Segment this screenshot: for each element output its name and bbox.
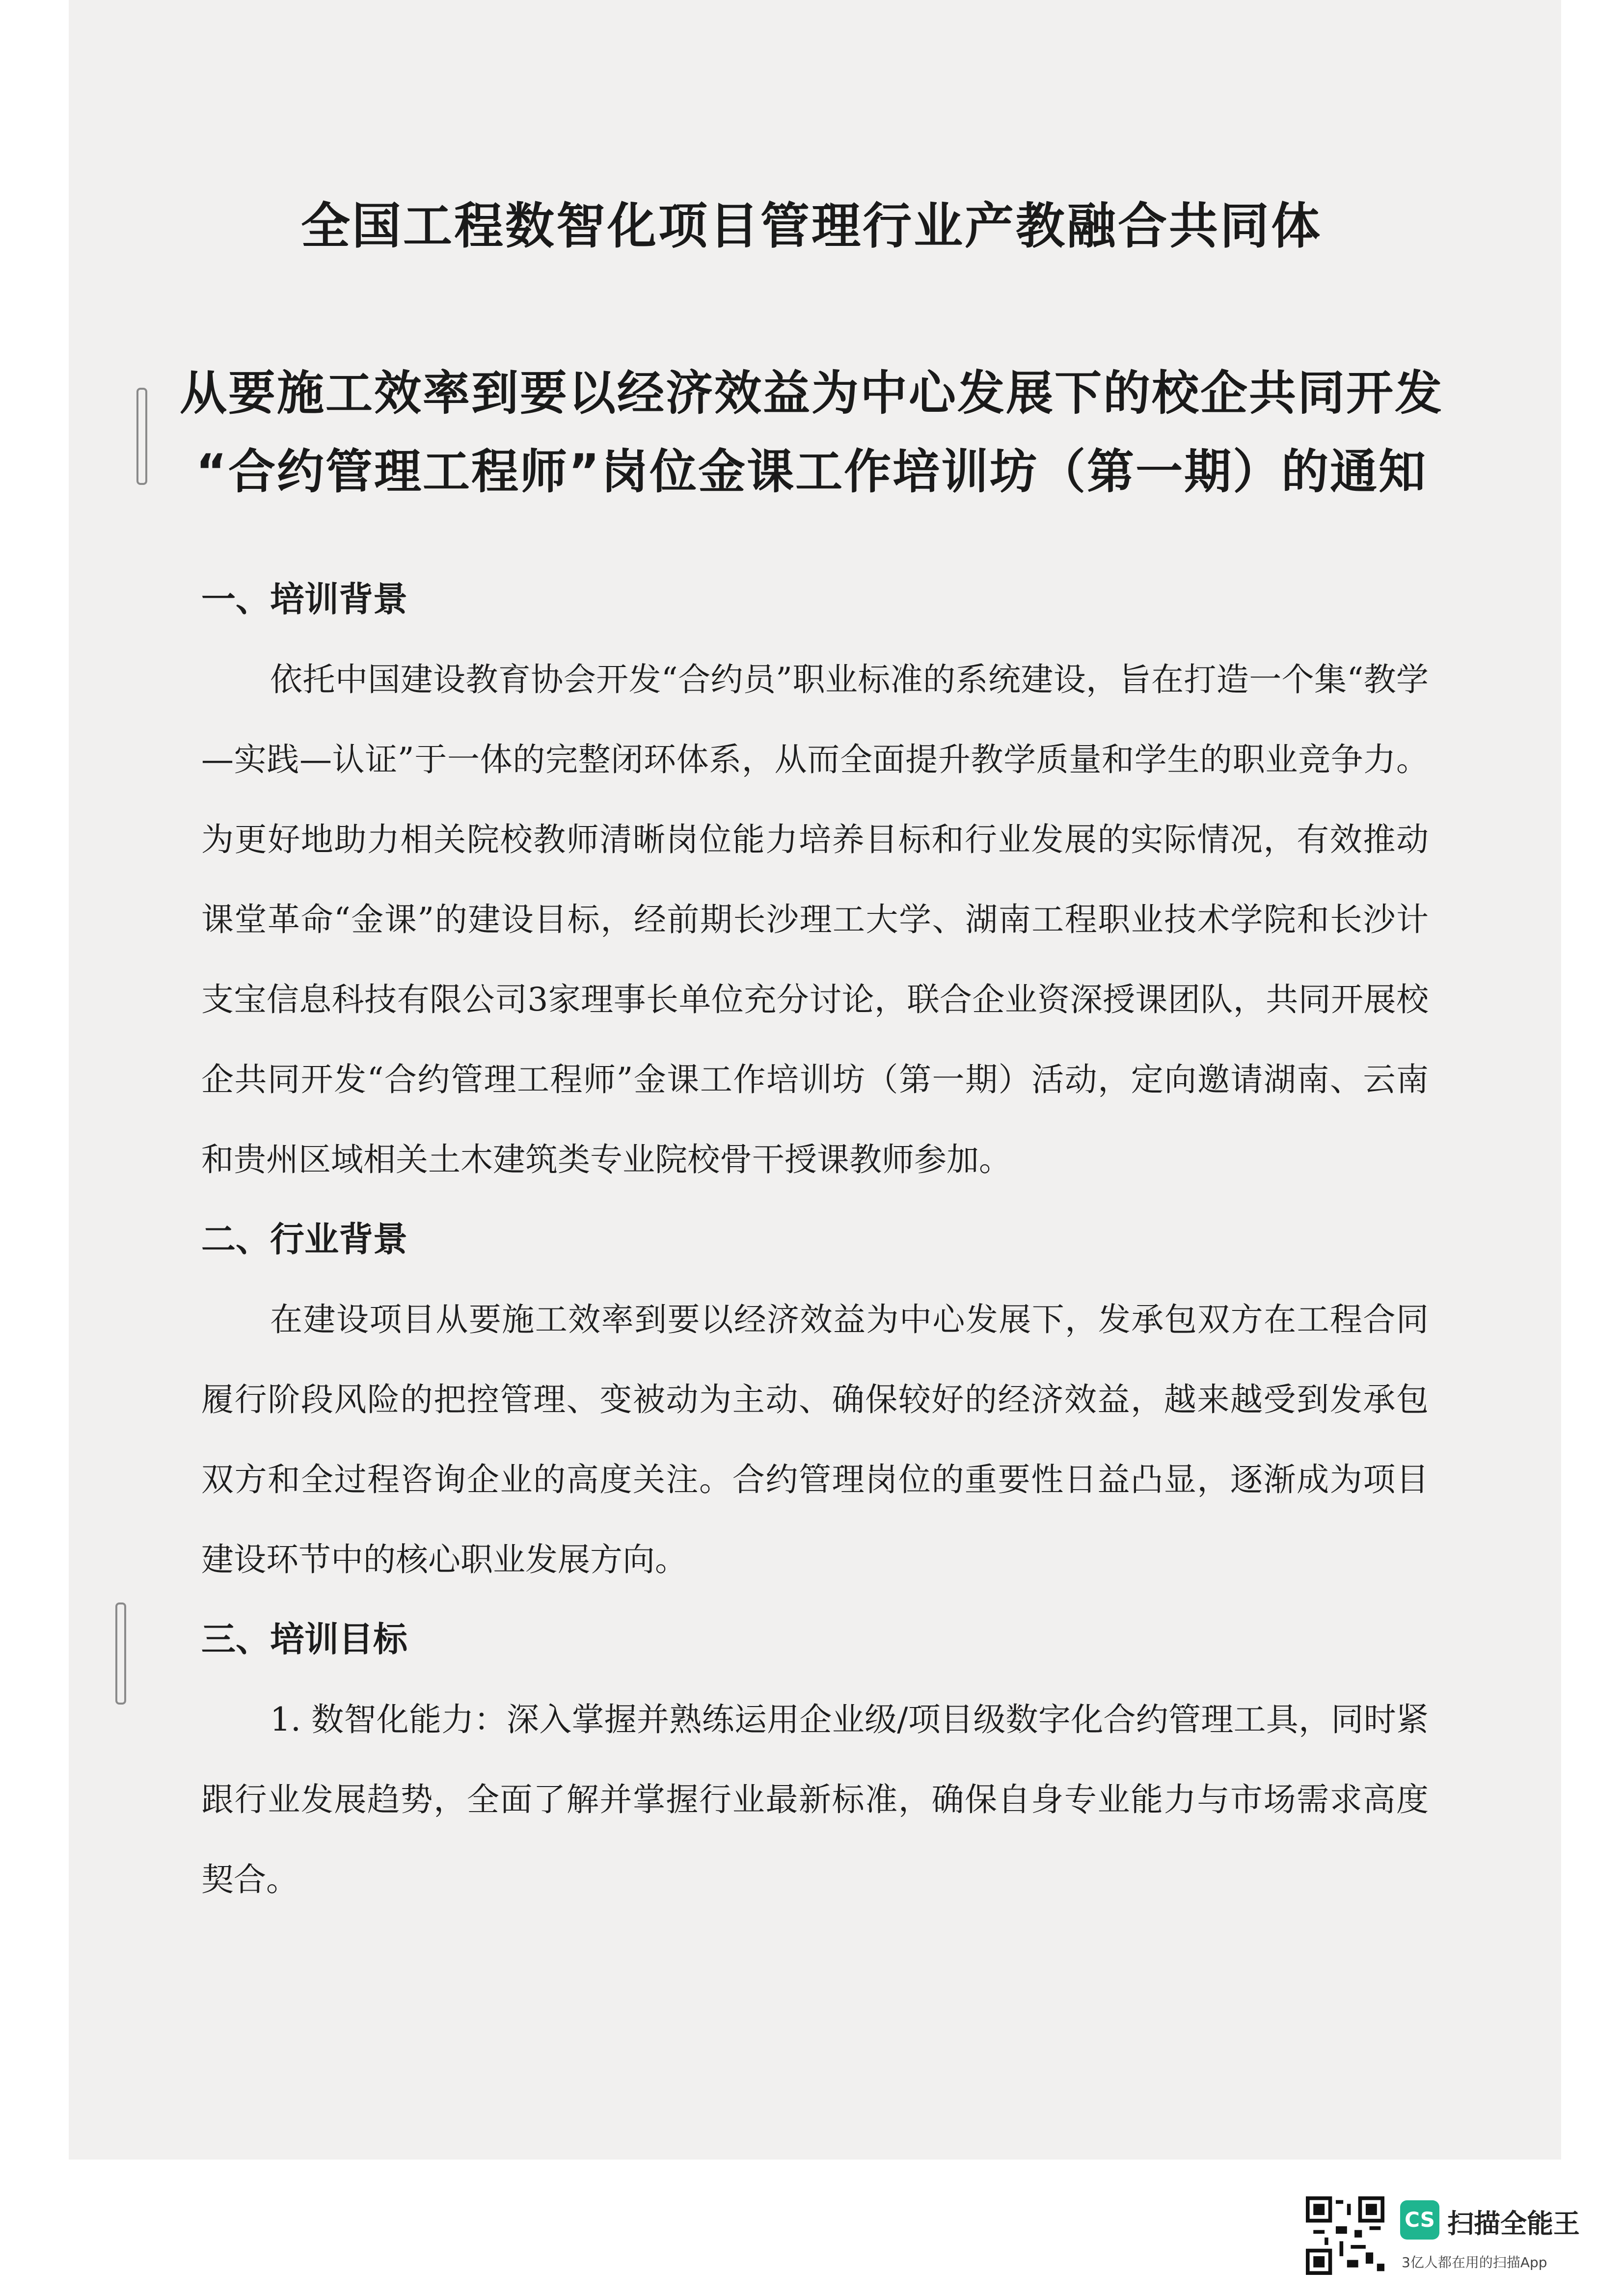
section-paragraph: 在建设项目从要施工效率到要以经济效益为中心发展下，发承包双方在工程合同履行阶段风险的把控管理、变被动为主动、确保较好的经济效益，越来越受到发承包双方和全过程咨询企业的高度关注。合约管理岗位的重要性日益凸显，逐渐成为项目建设环节中的核心职业发展方向。: [201, 1301, 1429, 1578]
section-heading: 三、培训目标: [201, 1619, 407, 1659]
org-title: 全国工程数智化项目管理行业产教融合共同体: [301, 197, 1322, 255]
section-paragraph: 依托中国建设教育协会开发“合约员”职业标准的系统建设，旨在打造一个集“教学—实践—认证”于一体的完整闭环体系，从而全面提升教学质量和学生的职业竞争力。为更好地助力相关院校教师清晰岗位能力培养目标和行业发展的实际情况，有效推动课堂革命“金课”的建设目标，经前期长沙理工大学、湖南工程职业技术学院和长沙计支宝信息科技有限公司3家理事长单位充分讨论，联合企业资深授课团队，共同开展校企共同开发“合约管理工程师”金课工作培训坊（第一期）活动，定向邀请湖南、云南和贵州区域相关土木建筑类专业院校骨干授课教师参加。: [201, 661, 1429, 1178]
section-heading: 二、行业背景: [201, 1219, 407, 1259]
notice-title-line2: “合约管理工程师”岗位金课工作培训坊（第一期）的通知: [195, 444, 1428, 499]
notice-title-line1: 从要施工效率到要以经济效益为中心发展下的校企共同开发: [180, 366, 1443, 421]
section-training-goals: [201, 1600, 1429, 1920]
staple-bottom: [115, 1602, 126, 1705]
brand-slogan: 3亿人都在用的扫描App: [1402, 2254, 1547, 2270]
camscanner-logo-icon: CS: [1400, 2200, 1439, 2240]
section-industry-background: [201, 1200, 1429, 1600]
qr-code-icon: [1306, 2196, 1384, 2275]
brand-name: 扫描全能王: [1447, 2208, 1580, 2239]
document-body: [201, 560, 1429, 1920]
section-heading: 一、培训背景: [201, 579, 407, 619]
section-paragraph: 1. 数智化能力：深入掌握并熟练运用企业级/项目级数字化合约管理工具，同时紧跟行业发展趋势，全面了解并掌握行业最新标准，确保自身专业能力与市场需求高度契合。: [201, 1701, 1429, 1898]
section-training-background: [201, 560, 1429, 1200]
